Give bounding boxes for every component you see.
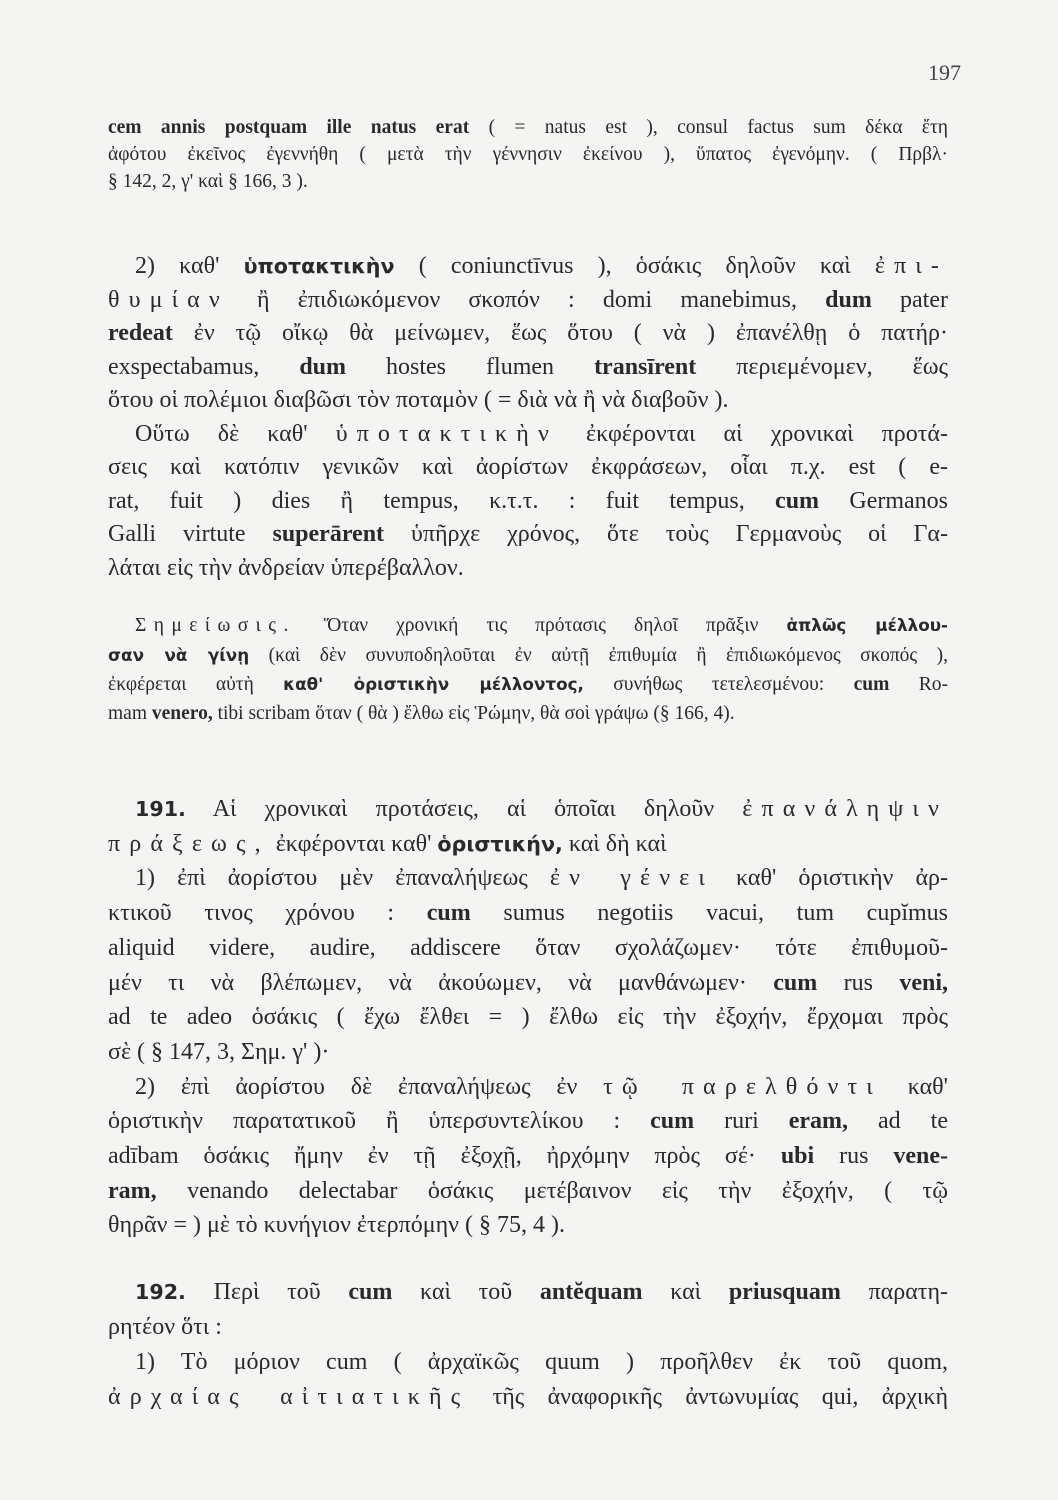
bold-text: cum — [426, 900, 471, 927]
bold-text: ram, — [108, 1177, 157, 1204]
text: sumus negotiis vacui, tum cupĭmus — [470, 900, 948, 927]
spaced-text: ὑποτακτικὴν — [335, 420, 558, 447]
section-191-line — [108, 1003, 948, 1031]
section-192-line — [135, 1278, 948, 1306]
bold-text: ὑποτακτικὴν — [243, 254, 395, 278]
text: ἢ ἐπιδιωκόμενον σκοπόν : domi manebimus, — [228, 286, 826, 313]
text: σεις καὶ κατόπιν γενικῶν καὶ ἀορίστων ἐκφράσεων, οἷαι π.χ. est ( e- — [108, 454, 948, 480]
bold-text: eram, — [788, 1108, 849, 1135]
text: (καὶ δὲν συνυποδηλοῦται ἐν αὐτῇ ἐπιθυμία ἢ ἐπιδιωκόμενος σκοπός ), — [249, 644, 949, 666]
text: λάται εἰς τὴν ἀνδρείαν ὑπερέβαλλον. — [108, 554, 464, 581]
text: exspectabamus, — [108, 353, 300, 380]
point-2-subjunctive-line — [108, 286, 948, 314]
bold-text: veni, — [899, 969, 948, 996]
section-191-line — [108, 1177, 948, 1205]
point-2-subjunctive-line — [135, 420, 948, 448]
text: καὶ δὴ καὶ — [562, 830, 667, 857]
text: ad te — [848, 1108, 948, 1135]
bold-text: ubi — [780, 1143, 815, 1169]
section-192-line — [135, 1348, 948, 1376]
text: ruri — [694, 1108, 789, 1135]
bold-text: καθ' ὁριστικὴν μέλλοντος, — [283, 674, 584, 694]
text: παρατη- — [840, 1279, 948, 1305]
spaced-text: ἐπανάληψιν — [742, 796, 948, 822]
text: ὑπῆρχε χρόνος, ὅτε τοὺς Γερμανοὺς οἱ Γα- — [384, 521, 948, 547]
bold-text: cum — [773, 969, 818, 996]
note-line — [135, 613, 948, 638]
text: σὲ ( § 147, 3, Σημ. γ' )· — [108, 1038, 330, 1065]
point-2-subjunctive-line — [108, 520, 948, 548]
text: Περὶ τοῦ — [185, 1279, 349, 1305]
text: ad te adeo ὁσάκις ( ἔχω ἔλθει = ) ἔλθω εἰς τὴν ἐξοχήν, ἔρχομαι πρὸς — [108, 1004, 948, 1031]
bold-text: dum — [825, 286, 872, 313]
section-191-line — [108, 1038, 948, 1066]
text: Germanos — [819, 487, 948, 514]
text: rus — [814, 1143, 894, 1169]
note-line — [108, 643, 948, 668]
text: hostes flumen — [346, 353, 595, 380]
text: Αἱ χρονικαὶ προτάσεις, αἱ ὁποῖαι δηλοῦν — [185, 796, 743, 822]
text: ὁριστικὴν παρατατικοῦ ἢ ὑπερσυντελίκου : — [108, 1108, 651, 1135]
text: ( = natus est ), consul factus sum δέκα ἔτη — [469, 117, 949, 138]
point-2-subjunctive-line — [108, 554, 948, 582]
bold-text: cum — [853, 674, 890, 695]
spaced-text: ἀρχαίας αἰτιατικῆς — [108, 1384, 470, 1410]
bold-text: dum — [299, 353, 346, 380]
bold-text: superārent — [272, 521, 385, 547]
spaced-text: τῷ παρελθόντι — [603, 1073, 882, 1100]
section-191-line — [135, 864, 948, 892]
text: 1) Τὸ μόριον cum ( ἀρχαϊκῶς quum ) προῆλθεν ἐκ τοῦ quom, — [135, 1349, 948, 1375]
section-191-line — [108, 934, 948, 962]
section-191-line — [135, 795, 948, 823]
text: ἐκφέρονται καθ' — [269, 830, 438, 857]
section-192-line — [108, 1313, 948, 1341]
bold-text: transīrent — [594, 353, 697, 380]
bold-text: antĕquam — [539, 1279, 643, 1305]
point-2-subjunctive-line — [135, 252, 948, 280]
note-line — [108, 702, 948, 726]
continuation-line — [108, 170, 948, 194]
spaced-text: ἐπι- — [874, 253, 948, 279]
text: Ὅταν χρονική τις πρότασις δηλοῖ πρᾶξιν — [295, 615, 787, 636]
text: καθ' — [881, 1073, 948, 1100]
spaced-text: Σημείωσις. — [135, 615, 296, 636]
section-191-line — [108, 1107, 948, 1135]
bold-text: cum — [650, 1108, 695, 1135]
bold-text: ἁπλῶς μέλλου- — [786, 615, 948, 635]
point-2-subjunctive-line — [108, 453, 948, 481]
point-2-subjunctive-line — [108, 487, 948, 515]
text: καὶ — [642, 1279, 729, 1305]
spaced-text: θυμίαν — [108, 286, 229, 313]
section-191-line — [108, 969, 948, 997]
bold-text: vene- — [893, 1143, 948, 1169]
section-191-line — [108, 830, 948, 858]
text: rus — [817, 969, 900, 996]
bold-text: cem annis postquam ille — [108, 117, 371, 138]
text: Οὕτω δὲ καθ' — [135, 420, 336, 447]
text: συνήθως τετελεσμένου: — [583, 674, 854, 695]
text: κτικοῦ τινος χρόνου : — [108, 900, 427, 927]
spaced-text: πράξεως, — [108, 830, 270, 857]
text: θηρᾶν = ) μὲ τὸ κυνήγιον ἐτερπόμην ( § 75, 4 ). — [108, 1212, 566, 1239]
text: venando delectabar ὁσάκις μετέβαινον εἰς τὴν ἐξοχήν, ( τῷ — [156, 1177, 948, 1204]
bold-text: cum — [775, 487, 820, 514]
text: rat, fuit ) dies ἢ tempus, κ.τ.τ. : fuit tempus, — [108, 487, 776, 514]
point-2-subjunctive-line — [108, 319, 948, 347]
bold-text: priusquam — [728, 1279, 841, 1305]
bold-text: 191. — [135, 797, 186, 821]
spaced-text: ἐν γένει — [549, 865, 714, 892]
bold-text: σαν νὰ γίνῃ — [108, 644, 250, 665]
bold-text: 192. — [135, 1280, 186, 1304]
text: ὅτου οἱ πολέμιοι διαβῶσι τὸν ποταμὸν ( = διὰ νὰ ἢ νὰ διαβοῦν ). — [108, 387, 729, 413]
text: περιεμένομεν, ἕως — [696, 353, 949, 380]
text: mam — [108, 702, 152, 724]
text: ( coniunctīvus ), ὁσάκις δηλοῦν καὶ — [394, 253, 875, 279]
text: Galli virtute — [108, 521, 273, 547]
text: adībam ὁσάκις ἤμην ἐν τῇ ἐξοχῇ, ἠρχόμην πρὸς σέ· — [108, 1143, 781, 1169]
text: ἐκφέρονται αἱ χρονικαὶ προτά- — [557, 420, 948, 447]
section-191-line — [135, 1073, 948, 1101]
page-number: 197 — [928, 60, 961, 85]
text: τῆς ἀναφορικῆς ἀντωνυμίας qui, ἀρχικὴ — [469, 1384, 948, 1410]
bold-text: cum — [348, 1279, 393, 1305]
note-line — [108, 672, 948, 697]
text: 2) ἐπὶ ἀορίστου δὲ ἐπαναλήψεως ἐν — [135, 1073, 604, 1100]
text: καθ' ὁριστικὴν ἀρ- — [713, 865, 948, 892]
bold-text: redeat — [108, 320, 173, 346]
section-191-line — [108, 1211, 948, 1239]
bold-text: venero, — [151, 702, 213, 724]
continuation-line — [108, 143, 948, 167]
text: 2) καθ' — [135, 253, 244, 279]
point-2-subjunctive-line — [108, 386, 948, 414]
text: aliquid videre, audire, addiscere ὅταν σχολάζωμεν· τότε ἐπιθυμοῦ- — [108, 934, 948, 961]
section-191-line — [108, 899, 948, 927]
text: tibi scribam ὅταν ( θὰ ) ἔλθω εἰς Ῥώμην, θὰ σοὶ γράψω (§ 166, 4). — [212, 702, 735, 724]
text: μέν τι νὰ βλέπωμεν, νὰ ἀκούωμεν, νὰ μανθάνωμεν· — [108, 969, 774, 996]
text: § 142, 2, γ' καὶ § 166, 3 ). — [108, 171, 308, 192]
bold-text: natus erat — [370, 117, 470, 138]
continuation-line — [108, 116, 948, 140]
point-2-subjunctive-line — [108, 353, 948, 381]
section-192-line — [108, 1383, 948, 1411]
text: Ro- — [889, 674, 948, 695]
bold-text: ὁριστικήν, — [437, 831, 563, 856]
text: ἐκφέρεται αὐτὴ — [108, 674, 284, 695]
text: pater — [871, 286, 948, 313]
text: ἐν τῷ οἴκῳ θὰ μείνωμεν, ἕως ὅτου ( νὰ ) ἐπανέλθῃ ὁ πατήρ· — [172, 320, 948, 346]
text: ἀφότου ἐκεῖνος ἐγεννήθη ( μετὰ τὴν γέννησιν ἐκείνου ), ὕπατος ἐγενόμην. ( Πρβλ· — [108, 144, 948, 165]
text: 1) ἐπὶ ἀορίστου μὲν ἐπαναλήψεως — [135, 865, 550, 892]
text: ρητέον ὅτι : — [108, 1314, 222, 1340]
text: καὶ τοῦ — [392, 1279, 540, 1305]
section-191-line — [108, 1142, 948, 1170]
